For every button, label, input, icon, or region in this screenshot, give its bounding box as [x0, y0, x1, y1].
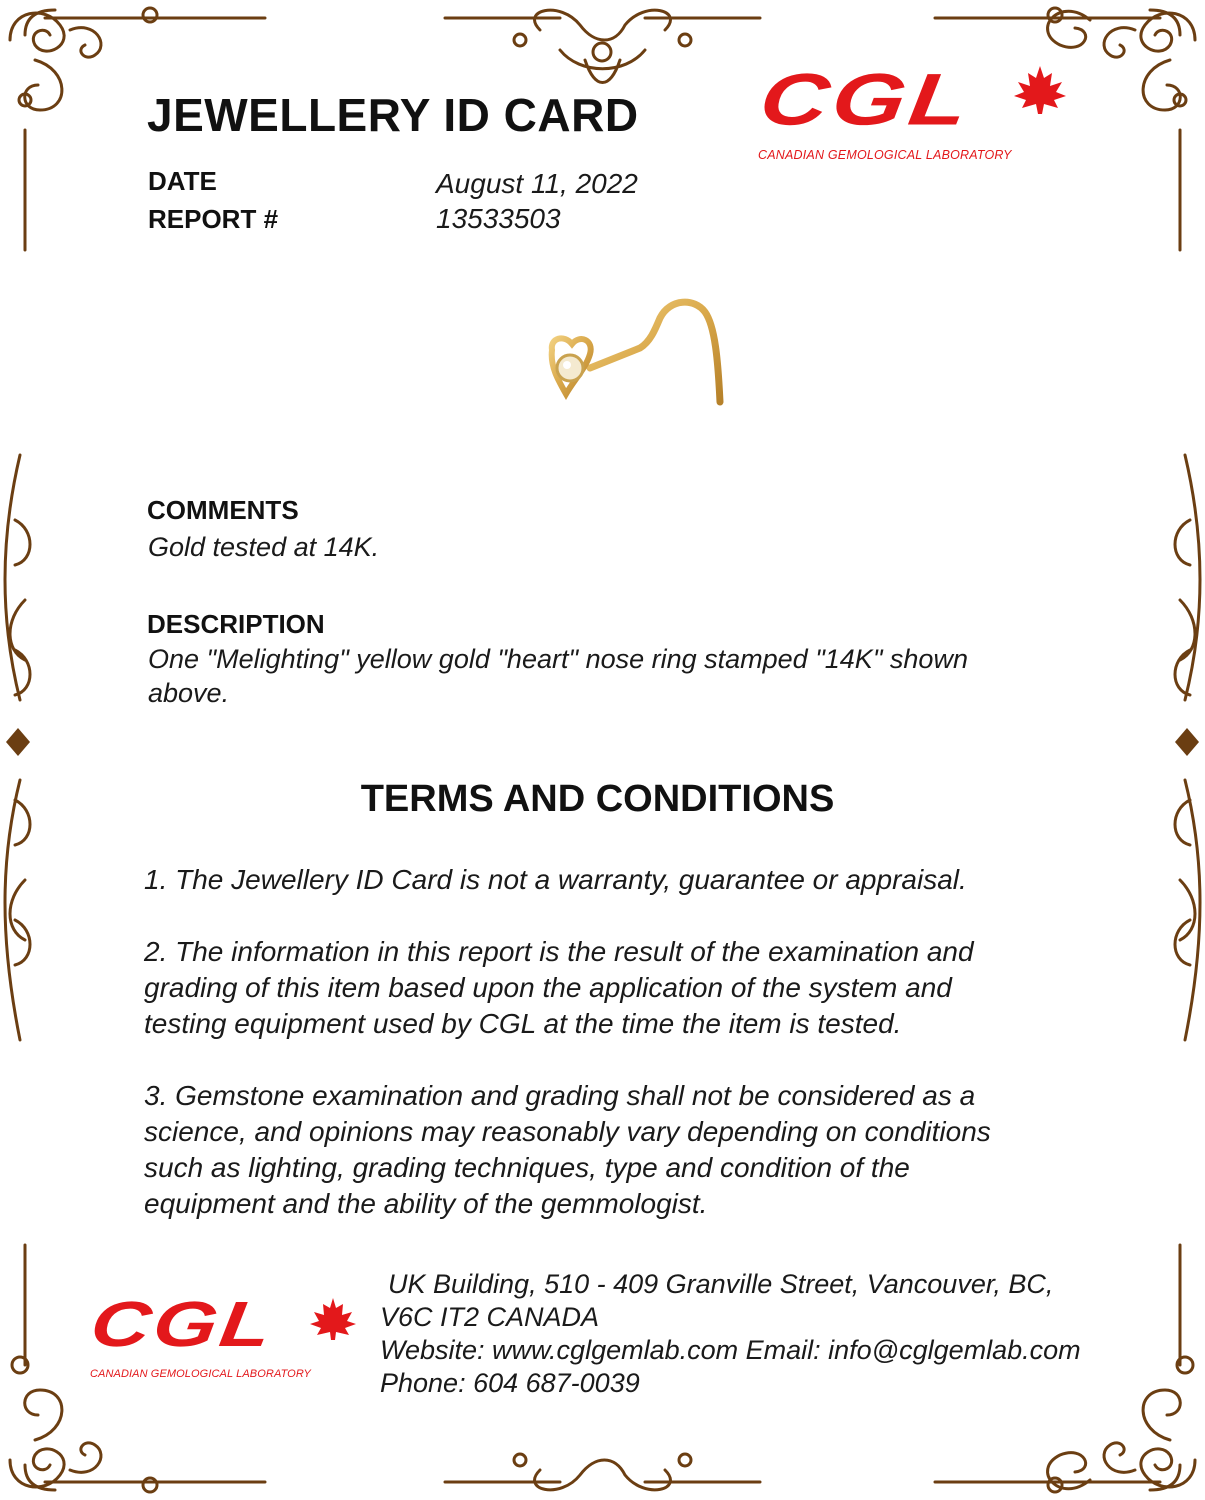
address-line-1: UK Building, 510 - 409 Granville Street, Vancouver, BC, [388, 1269, 1054, 1299]
description-heading: DESCRIPTION [147, 609, 325, 639]
term-3-line-2: science, and opinions may reasonably vary depending on conditions [144, 1116, 991, 1147]
logo-subtitle: CANADIAN GEMOLOGICAL LABORATORY [758, 148, 1012, 162]
logo-subtitle: CANADIAN GEMOLOGICAL LABORATORY [90, 1368, 311, 1380]
address-line-2: V6C IT2 CANADA [380, 1302, 600, 1332]
contact-line: Website: www.cglgemlab.com Email: info@cglgemlab.com [380, 1335, 1081, 1365]
logo-text: CGL [755, 58, 977, 140]
term-2-line-3: testing equipment used by CGL at the time the item is tested. [144, 1008, 902, 1039]
maple-leaf-icon [308, 1296, 358, 1342]
cgl-logo-bottom [86, 1288, 360, 1392]
term-3-line-4: equipment and the ability of the gemmologist. [144, 1188, 708, 1219]
terms-heading [0, 778, 1205, 821]
term-1: 1. The Jewellery ID Card is not a warranty, guarantee or appraisal. [144, 864, 967, 895]
term-3-line-1: 3. Gemstone examination and grading shall not be considered as a [144, 1080, 976, 1111]
maple-leaf-icon [1012, 64, 1068, 116]
card-title: JEWELLERY ID CARD [147, 89, 639, 141]
term-3-line-3: such as lighting, grading techniques, type and condition of the [144, 1152, 910, 1183]
report-value: 13533503 [436, 203, 561, 234]
date-value: August 11, 2022 [436, 168, 638, 199]
term-2-line-1: 2. The information in this report is the result of the examination and [144, 936, 974, 967]
logo-text: CGL [86, 1288, 279, 1360]
terms-heading-text: TERMS AND CONDITIONS [360, 778, 835, 820]
cgl-logo-top [755, 58, 1068, 172]
comments-text: Gold tested at 14K. [148, 532, 380, 562]
term-2-line-2: grading of this item based upon the application of the system and [144, 972, 952, 1003]
phone-line: Phone: 604 687-0039 [380, 1368, 640, 1398]
description-line-2: above. [148, 678, 230, 708]
nose-ring-photo [520, 290, 780, 450]
description-line-1: One "Melighting" yellow gold "heart" nose ring stamped "14K" shown [148, 644, 968, 674]
report-label: REPORT # [148, 204, 279, 234]
date-label: DATE [148, 166, 217, 196]
comments-heading: COMMENTS [147, 495, 299, 525]
